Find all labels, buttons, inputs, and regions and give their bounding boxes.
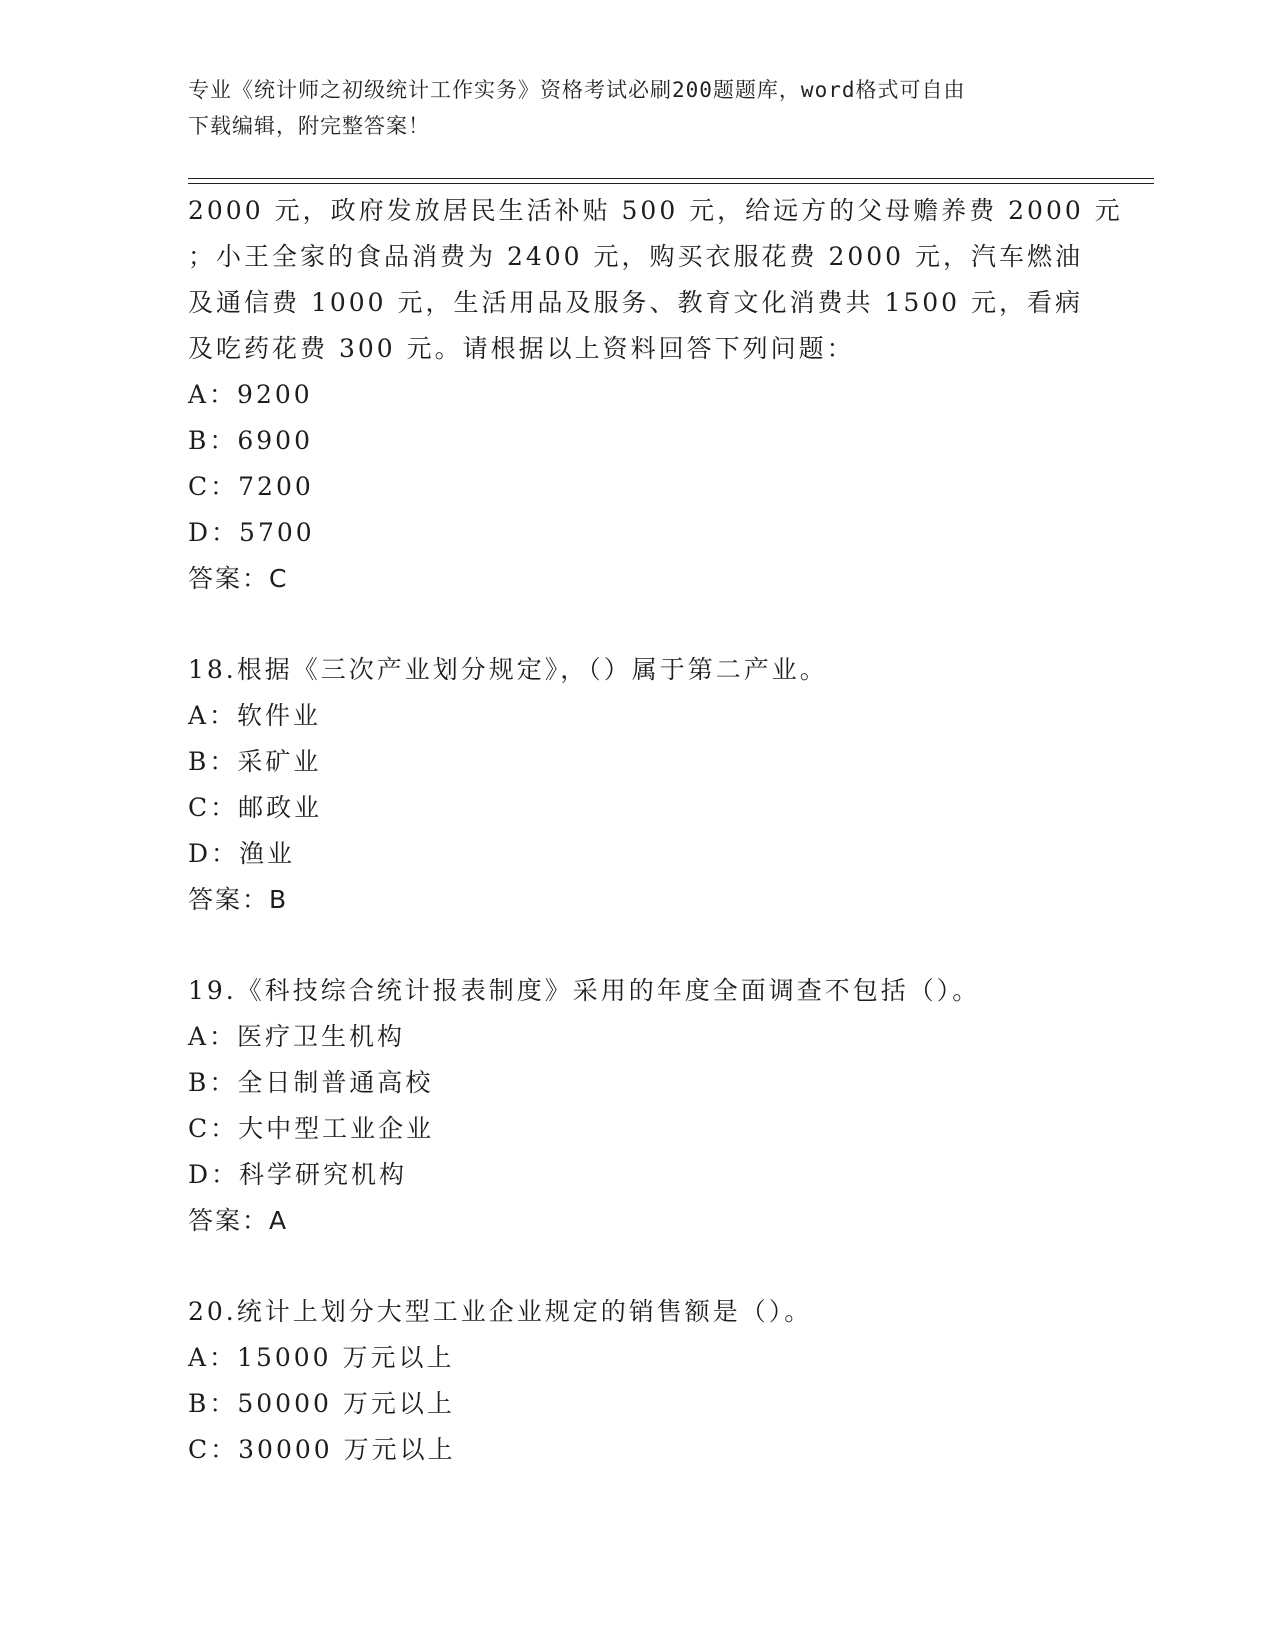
question-17-option-a: A：9200 (188, 380, 313, 409)
question-17-option-d: D：5700 (188, 518, 315, 547)
question-17-stem-line: ；小王全家的食品消费为 2400 元，购买衣服花费 2000 元，汽车燃油 (188, 242, 1084, 271)
question-20-option-a: A：15000 万元以上 (188, 1343, 455, 1372)
header-divider-top (188, 178, 1154, 179)
question-19 (188, 968, 1128, 1244)
question-17-option-c: C：7200 (188, 472, 314, 501)
spacer (188, 602, 1128, 647)
question-20 (188, 1289, 1128, 1473)
header-line-2: 下载编辑，附完整答案！ (188, 114, 430, 138)
question-19-option-b: B：全日制普通高校 (188, 1068, 434, 1097)
question-18-option-d: D：渔业 (188, 839, 296, 868)
question-20-option-c: C：30000 万元以上 (188, 1435, 456, 1464)
question-17 (188, 188, 1128, 602)
question-19-option-a: A：医疗卫生机构 (188, 1022, 406, 1051)
question-19-option-d: D：科学研究机构 (188, 1160, 408, 1189)
question-18-option-a: A：软件业 (188, 701, 322, 730)
question-17-stem-line: 及吃药花费 300 元。请根据以上资料回答下列问题： (188, 334, 855, 363)
question-17-stem-line: 2000 元，政府发放居民生活补贴 500 元，给远方的父母赡养费 2000 元 (188, 196, 1123, 225)
spacer (188, 923, 1128, 968)
document-header (188, 72, 1088, 144)
header-divider-bottom (188, 183, 1154, 184)
question-19-title: 19.《科技综合统计报表制度》采用的年度全面调查不包括（）。 (188, 976, 981, 1005)
question-18-title: 18.根据《三次产业划分规定》，（）属于第二产业。 (188, 655, 828, 684)
question-content (188, 188, 1128, 1473)
question-20-title: 20.统计上划分大型工业企业规定的销售额是（）。 (188, 1297, 813, 1326)
question-18-option-c: C：邮政业 (188, 793, 323, 822)
spacer (188, 1244, 1128, 1289)
header-line-1: 专业《统计师之初级统计工作实务》资格考试必刷200题题库，word格式可自由 (188, 78, 966, 102)
question-17-option-b: B：6900 (188, 426, 313, 455)
question-18-option-b: B：采矿业 (188, 747, 322, 776)
question-18 (188, 647, 1128, 923)
question-18-answer: 答案：B (188, 885, 289, 914)
question-19-option-c: C：大中型工业企业 (188, 1114, 435, 1143)
question-19-answer: 答案：A (188, 1206, 289, 1235)
question-20-option-b: B：50000 万元以上 (188, 1389, 455, 1418)
question-17-stem-line: 及通信费 1000 元，生活用品及服务、教育文化消费共 1500 元，看病 (188, 288, 1084, 317)
question-17-answer: 答案：C (188, 564, 289, 593)
